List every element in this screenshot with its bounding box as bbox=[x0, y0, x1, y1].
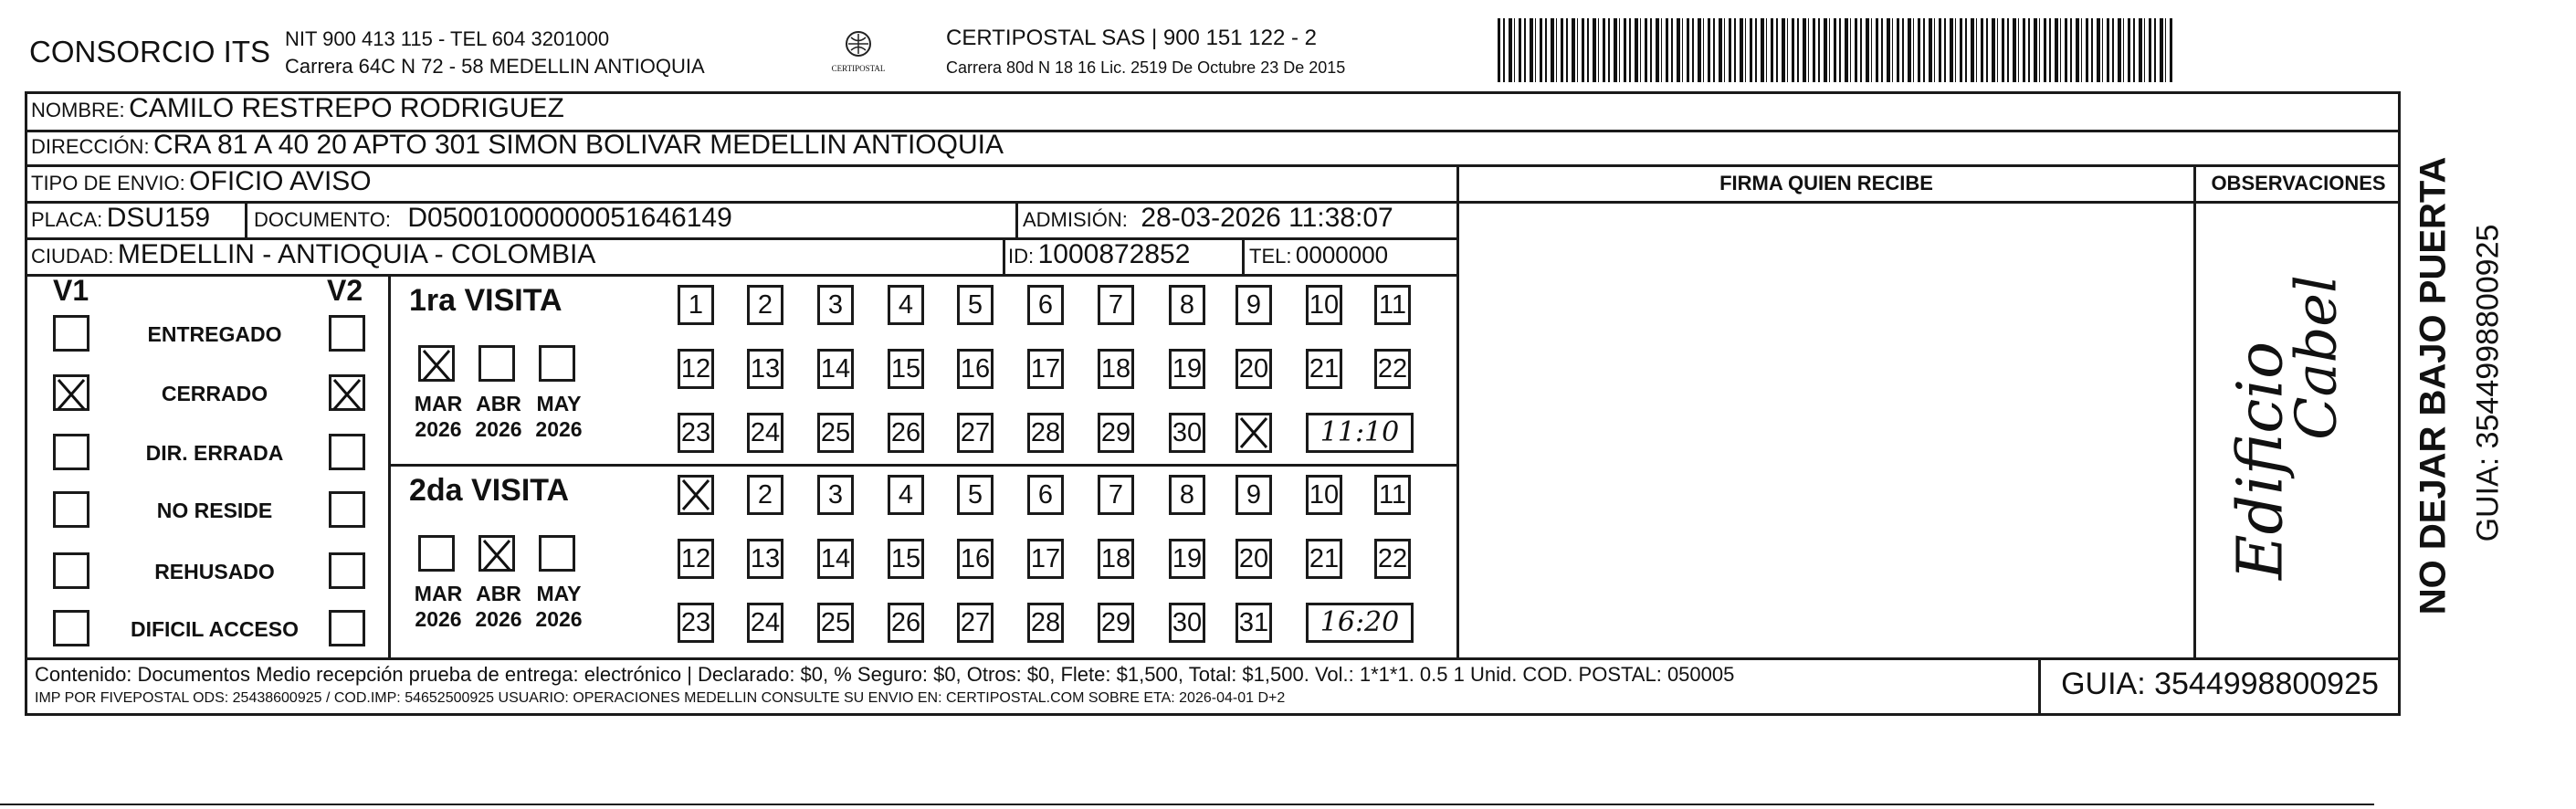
visit-day-number: 28 bbox=[1030, 418, 1061, 447]
visit-day-number: 17 bbox=[1030, 354, 1061, 383]
visit-day-box[interactable] bbox=[1235, 539, 1272, 579]
visit-day-box[interactable] bbox=[1098, 603, 1134, 643]
visit-day-box[interactable] bbox=[1306, 475, 1342, 515]
visit-day-number: 13 bbox=[750, 354, 781, 383]
visit-day-box[interactable] bbox=[817, 475, 854, 515]
observaciones-handwriting bbox=[2197, 205, 2400, 657]
status-v2-checkbox[interactable] bbox=[329, 374, 365, 411]
visit-month-checkbox[interactable] bbox=[539, 535, 575, 572]
visit-day-number: 9 bbox=[1246, 290, 1262, 320]
visit-month-year: 2026 bbox=[475, 607, 522, 631]
visit-day-box[interactable] bbox=[888, 475, 924, 515]
visit-day-box[interactable] bbox=[747, 285, 783, 325]
footer-contenido: Contenido: Documentos Medio recepción prueba de entrega: electrónico | Declarado: $0, % Seguro: $0, Otros: $0, Flete: $1,500, Total: $1,500. Vol.: 1*1*1. 0.5 1 Unid. COD. POSTAL: 050005 bbox=[35, 663, 1735, 686]
nombre-label: NOMBRE: bbox=[31, 99, 125, 121]
visit-day-box[interactable] bbox=[1027, 603, 1064, 643]
visit-day-number: 15 bbox=[890, 544, 921, 573]
status-label: ENTREGADO bbox=[147, 322, 282, 346]
nombre-row bbox=[31, 93, 564, 124]
visits-divider bbox=[391, 464, 1457, 467]
visit-time-box[interactable]: 11:10 bbox=[1306, 413, 1414, 453]
visit-day-number: 31 bbox=[1238, 608, 1269, 637]
direccion-row bbox=[31, 130, 1004, 161]
col-line bbox=[1003, 237, 1005, 276]
visit-day-number: 10 bbox=[1309, 290, 1340, 320]
visit-day-number: 29 bbox=[1100, 608, 1131, 637]
visit-day-box[interactable] bbox=[1306, 349, 1342, 389]
status-v2-checkbox[interactable] bbox=[329, 315, 365, 352]
visit-day-number: 17 bbox=[1030, 544, 1061, 573]
visit-month-label: MAY bbox=[536, 392, 582, 415]
visit-day-box[interactable] bbox=[1169, 475, 1205, 515]
visit-day-number: 30 bbox=[1172, 418, 1203, 447]
visit-day-box[interactable] bbox=[1098, 475, 1134, 515]
visit-day-number: 25 bbox=[820, 418, 851, 447]
status-label: NO RESIDE bbox=[156, 499, 273, 522]
visit-day-number: 2 bbox=[757, 480, 773, 510]
visit-day-number: 21 bbox=[1309, 354, 1340, 383]
visit-month-checkbox[interactable] bbox=[418, 345, 455, 382]
visit-day-box[interactable] bbox=[1169, 539, 1205, 579]
visit-day-number: 24 bbox=[750, 418, 781, 447]
visit-day-number: 22 bbox=[1377, 354, 1408, 383]
visit-day-box[interactable] bbox=[747, 413, 783, 453]
visit-day-box[interactable] bbox=[678, 603, 714, 643]
bottom-edge-line bbox=[0, 804, 2374, 805]
visit-day-box[interactable] bbox=[747, 539, 783, 579]
row-line bbox=[25, 164, 2401, 167]
visit-day-number: 16 bbox=[960, 354, 991, 383]
col-line bbox=[245, 201, 247, 239]
visit-day-number: 11 bbox=[1378, 480, 1407, 510]
visit-day-box[interactable] bbox=[1098, 349, 1134, 389]
direccion-label: DIRECCIÓN: bbox=[31, 135, 150, 158]
v2-label: V2 bbox=[327, 274, 363, 307]
status-v1-checkbox[interactable] bbox=[53, 552, 89, 589]
handwriting-line-1: Edificio bbox=[2224, 341, 2297, 581]
visit-day-box[interactable] bbox=[1169, 285, 1205, 325]
visit-day-box[interactable] bbox=[678, 413, 714, 453]
visit-day-box[interactable] bbox=[1235, 413, 1272, 453]
direccion-value: CRA 81 A 40 20 APTO 301 SIMON BOLIVAR MEDELLIN ANTIOQUIA bbox=[153, 130, 1004, 160]
visit-month-label: MAR bbox=[414, 392, 463, 415]
visit-month-checkbox[interactable] bbox=[418, 535, 455, 572]
id-value: 1000872852 bbox=[1037, 239, 1191, 269]
visit-day-box[interactable] bbox=[957, 603, 994, 643]
visit-day-number: 14 bbox=[820, 544, 851, 573]
visit-day-box[interactable] bbox=[817, 285, 854, 325]
id-label: ID: bbox=[1008, 245, 1035, 268]
visit-month-year: 2026 bbox=[475, 417, 522, 441]
visit-day-number: 29 bbox=[1100, 418, 1131, 447]
visit-day-number: 5 bbox=[967, 290, 983, 320]
tipo-value: OFICIO AVISO bbox=[189, 166, 372, 196]
visit-month-year: 2026 bbox=[415, 417, 462, 441]
visit-day-number: 8 bbox=[1179, 480, 1195, 510]
visit-day-number: 26 bbox=[890, 418, 921, 447]
visit-day-box[interactable] bbox=[678, 285, 714, 325]
id-row bbox=[1008, 239, 1190, 270]
nombre-value: CAMILO RESTREPO RODRIGUEZ bbox=[129, 93, 564, 123]
ciudad-label: CIUDAD: bbox=[31, 245, 114, 268]
ciudad-value: MEDELLIN - ANTIOQUIA - COLOMBIA bbox=[117, 239, 596, 269]
visit-day-box[interactable] bbox=[1306, 539, 1342, 579]
visit-day-box[interactable] bbox=[1374, 285, 1411, 325]
visit-day-number: 22 bbox=[1377, 544, 1408, 573]
visit-day-number: 2 bbox=[757, 290, 773, 320]
side-no-dejar: NO DEJAR BAJO PUERTA bbox=[2413, 156, 2454, 615]
visit-month-checkbox[interactable] bbox=[539, 345, 575, 382]
visit-day-box[interactable] bbox=[1235, 349, 1272, 389]
placa-label: PLACA: bbox=[31, 208, 103, 231]
admision-row bbox=[1023, 203, 1393, 234]
col-line bbox=[1242, 237, 1245, 276]
visit-day-box[interactable] bbox=[1027, 539, 1064, 579]
visit-month-year: 2026 bbox=[535, 607, 583, 631]
documento-value: D05001000000051646149 bbox=[407, 203, 732, 233]
visit-day-box[interactable] bbox=[817, 539, 854, 579]
visit-day-number: 18 bbox=[1100, 544, 1131, 573]
visit-day-box[interactable] bbox=[817, 603, 854, 643]
status-v2-checkbox[interactable] bbox=[329, 552, 365, 589]
visit-day-box[interactable] bbox=[747, 603, 783, 643]
tel-label: TEL: bbox=[1249, 245, 1292, 268]
visit-title: 2da VISITA bbox=[409, 473, 570, 508]
admision-value: 28-03-2026 11:38:07 bbox=[1141, 203, 1393, 233]
visit-day-number: 12 bbox=[680, 354, 711, 383]
tel-value: 0000000 bbox=[1295, 241, 1389, 268]
status-v2-checkbox[interactable] bbox=[329, 610, 365, 646]
visit-day-box[interactable] bbox=[1027, 413, 1064, 453]
visit-day-number: 23 bbox=[680, 608, 711, 637]
visit-day-box[interactable] bbox=[1098, 413, 1134, 453]
status-v1-checkbox[interactable] bbox=[53, 491, 89, 528]
status-label: REHUSADO bbox=[154, 560, 275, 583]
footer-imp: IMP POR FIVEPOSTAL ODS: 25438600925 / COD.IMP: 54652500925 USUARIO: OPERACIONES MEDELLIN CONSULTE SU ENVIO EN: CERTIPOSTAL.COM SOBRE ETA: 2026-04-01 D+2 bbox=[35, 690, 1286, 706]
visit-day-number: 14 bbox=[820, 354, 851, 383]
visit-day-number: 5 bbox=[967, 480, 983, 510]
visit-day-number: 19 bbox=[1172, 354, 1203, 383]
visit-day-box[interactable] bbox=[1169, 349, 1205, 389]
footer-line bbox=[25, 657, 2401, 660]
documento-row bbox=[254, 203, 732, 234]
certipostal-logo bbox=[826, 26, 890, 80]
visit-day-number: 26 bbox=[890, 608, 921, 637]
visit-month-label: ABR bbox=[476, 392, 521, 415]
visit-day-number: 4 bbox=[898, 290, 914, 320]
visit-day-number: 25 bbox=[820, 608, 851, 637]
visit-day-number: 3 bbox=[827, 480, 844, 510]
visit-day-box[interactable] bbox=[817, 349, 854, 389]
visit-day-number: 24 bbox=[750, 608, 781, 637]
visit-day-number: 16 bbox=[960, 544, 991, 573]
visit-day-number: 21 bbox=[1309, 544, 1340, 573]
visit-month-label: ABR bbox=[476, 582, 521, 605]
company-name: CONSORCIO ITS bbox=[29, 35, 271, 68]
col-line bbox=[1015, 201, 1018, 239]
visit-day-number: 23 bbox=[680, 418, 711, 447]
visit-day-number: 6 bbox=[1037, 290, 1054, 320]
visit-day-box[interactable] bbox=[1027, 285, 1064, 325]
visit-day-box[interactable] bbox=[957, 285, 994, 325]
visit-day-number: 28 bbox=[1030, 608, 1061, 637]
visit-day-box[interactable] bbox=[1098, 285, 1134, 325]
visit-day-box[interactable] bbox=[1374, 539, 1411, 579]
visit-time-box[interactable]: 16:20 bbox=[1306, 603, 1414, 643]
visit-day-number: 27 bbox=[960, 608, 991, 637]
documento-label: DOCUMENTO: bbox=[254, 208, 391, 231]
footer-guia: GUIA: 3544998800925 bbox=[2061, 667, 2379, 701]
tel-row bbox=[1249, 241, 1388, 269]
visit-month-checkbox[interactable] bbox=[478, 345, 515, 382]
firma-label: FIRMA QUIEN RECIBE bbox=[1719, 172, 1933, 194]
visit-day-number: 6 bbox=[1037, 480, 1054, 510]
status-label: CERRADO bbox=[161, 382, 268, 405]
visit-day-box[interactable] bbox=[1027, 475, 1064, 515]
visit-day-box[interactable] bbox=[1374, 349, 1411, 389]
visit-day-box[interactable] bbox=[817, 413, 854, 453]
visit-title: 1ra VISITA bbox=[409, 283, 563, 318]
visit-day-box[interactable] bbox=[747, 349, 783, 389]
tipo-row bbox=[31, 166, 372, 197]
visit-day-box[interactable] bbox=[888, 349, 924, 389]
tipo-label: TIPO DE ENVIO: bbox=[31, 172, 185, 194]
status-label: DIFICIL ACCESO bbox=[130, 617, 299, 641]
visit-day-number: 12 bbox=[680, 544, 711, 573]
visit-day-number: 4 bbox=[898, 480, 914, 510]
ciudad-row bbox=[31, 239, 595, 270]
admision-label: ADMISIÓN: bbox=[1023, 208, 1128, 231]
visit-day-box[interactable] bbox=[1235, 475, 1272, 515]
visit-day-number: 13 bbox=[750, 544, 781, 573]
visit-day-box[interactable] bbox=[1169, 413, 1205, 453]
visit-month-year: 2026 bbox=[415, 607, 462, 631]
visit-day-box[interactable] bbox=[747, 475, 783, 515]
visit-day-number: 30 bbox=[1172, 608, 1203, 637]
visit-day-box[interactable] bbox=[1235, 603, 1272, 643]
placa-value: DSU159 bbox=[106, 203, 211, 233]
visit-day-box[interactable] bbox=[957, 413, 994, 453]
visit-day-box[interactable] bbox=[888, 539, 924, 579]
visit-month-checkbox[interactable] bbox=[478, 535, 515, 572]
visit-day-box[interactable] bbox=[888, 413, 924, 453]
status-v2-checkbox[interactable] bbox=[329, 434, 365, 470]
visit-day-box[interactable] bbox=[1098, 539, 1134, 579]
visit-day-box[interactable] bbox=[957, 349, 994, 389]
visit-month-label: MAR bbox=[414, 582, 463, 605]
company-address: Carrera 64C N 72 - 58 MEDELLIN ANTIOQUIA bbox=[285, 55, 705, 78]
status-v1-checkbox[interactable] bbox=[53, 315, 89, 352]
visit-day-box[interactable] bbox=[678, 539, 714, 579]
visit-day-number: 27 bbox=[960, 418, 991, 447]
company-nit: NIT 900 413 115 - TEL 604 3201000 bbox=[285, 27, 610, 50]
barcode bbox=[1498, 18, 2173, 82]
visit-day-box[interactable] bbox=[957, 475, 994, 515]
col-line bbox=[2193, 164, 2196, 659]
visit-month-year: 2026 bbox=[535, 417, 583, 441]
visit-day-box[interactable] bbox=[1306, 285, 1342, 325]
logo-text: CERTIPOSTAL bbox=[831, 64, 886, 73]
status-v1-checkbox[interactable] bbox=[53, 434, 89, 470]
visit-day-number: 15 bbox=[890, 354, 921, 383]
status-v1-checkbox[interactable] bbox=[53, 610, 89, 646]
carrier-address: Carrera 80d N 18 16 Lic. 2519 De Octubre 23 De 2015 bbox=[946, 58, 1346, 77]
visit-day-number: 19 bbox=[1172, 544, 1203, 573]
visit-day-box[interactable] bbox=[888, 603, 924, 643]
visit-day-box[interactable] bbox=[888, 285, 924, 325]
visit-day-number: 7 bbox=[1108, 480, 1124, 510]
handwriting-line-2: Cabel bbox=[2282, 275, 2350, 440]
side-guia: GUIA: 3544998800925 bbox=[2470, 224, 2506, 542]
visit-day-box[interactable] bbox=[1027, 349, 1064, 389]
status-v1-checkbox[interactable] bbox=[53, 374, 89, 411]
observaciones-label: OBSERVACIONES bbox=[2211, 172, 2386, 194]
visit-day-box[interactable] bbox=[957, 539, 994, 579]
visit-day-number: 1 bbox=[688, 290, 704, 320]
visit-day-number: 8 bbox=[1179, 290, 1195, 320]
col-line bbox=[2038, 657, 2041, 716]
status-v2-checkbox[interactable] bbox=[329, 491, 365, 528]
visit-day-number: 20 bbox=[1238, 544, 1269, 573]
carrier-name: CERTIPOSTAL SAS | 900 151 122 - 2 bbox=[946, 26, 1317, 50]
visit-day-number: 10 bbox=[1309, 480, 1340, 510]
status-frame bbox=[25, 274, 27, 659]
visit-day-box[interactable] bbox=[1169, 603, 1205, 643]
visit-day-number: 9 bbox=[1246, 480, 1262, 510]
visit-day-box[interactable] bbox=[1235, 285, 1272, 325]
visit-day-number: 3 bbox=[827, 290, 844, 320]
placa-row bbox=[31, 203, 210, 234]
visit-month-label: MAY bbox=[536, 582, 582, 605]
status-label: DIR. ERRADA bbox=[145, 441, 284, 465]
visit-day-number: 7 bbox=[1108, 290, 1124, 320]
visit-day-box[interactable] bbox=[678, 475, 714, 515]
visit-day-number: 20 bbox=[1238, 354, 1269, 383]
col-line bbox=[1456, 164, 1459, 659]
visit-day-box[interactable] bbox=[678, 349, 714, 389]
v1-label: V1 bbox=[53, 274, 89, 307]
visit-day-number: 18 bbox=[1100, 354, 1131, 383]
visit-day-number: 11 bbox=[1378, 290, 1407, 320]
visit-day-box[interactable] bbox=[1374, 475, 1411, 515]
